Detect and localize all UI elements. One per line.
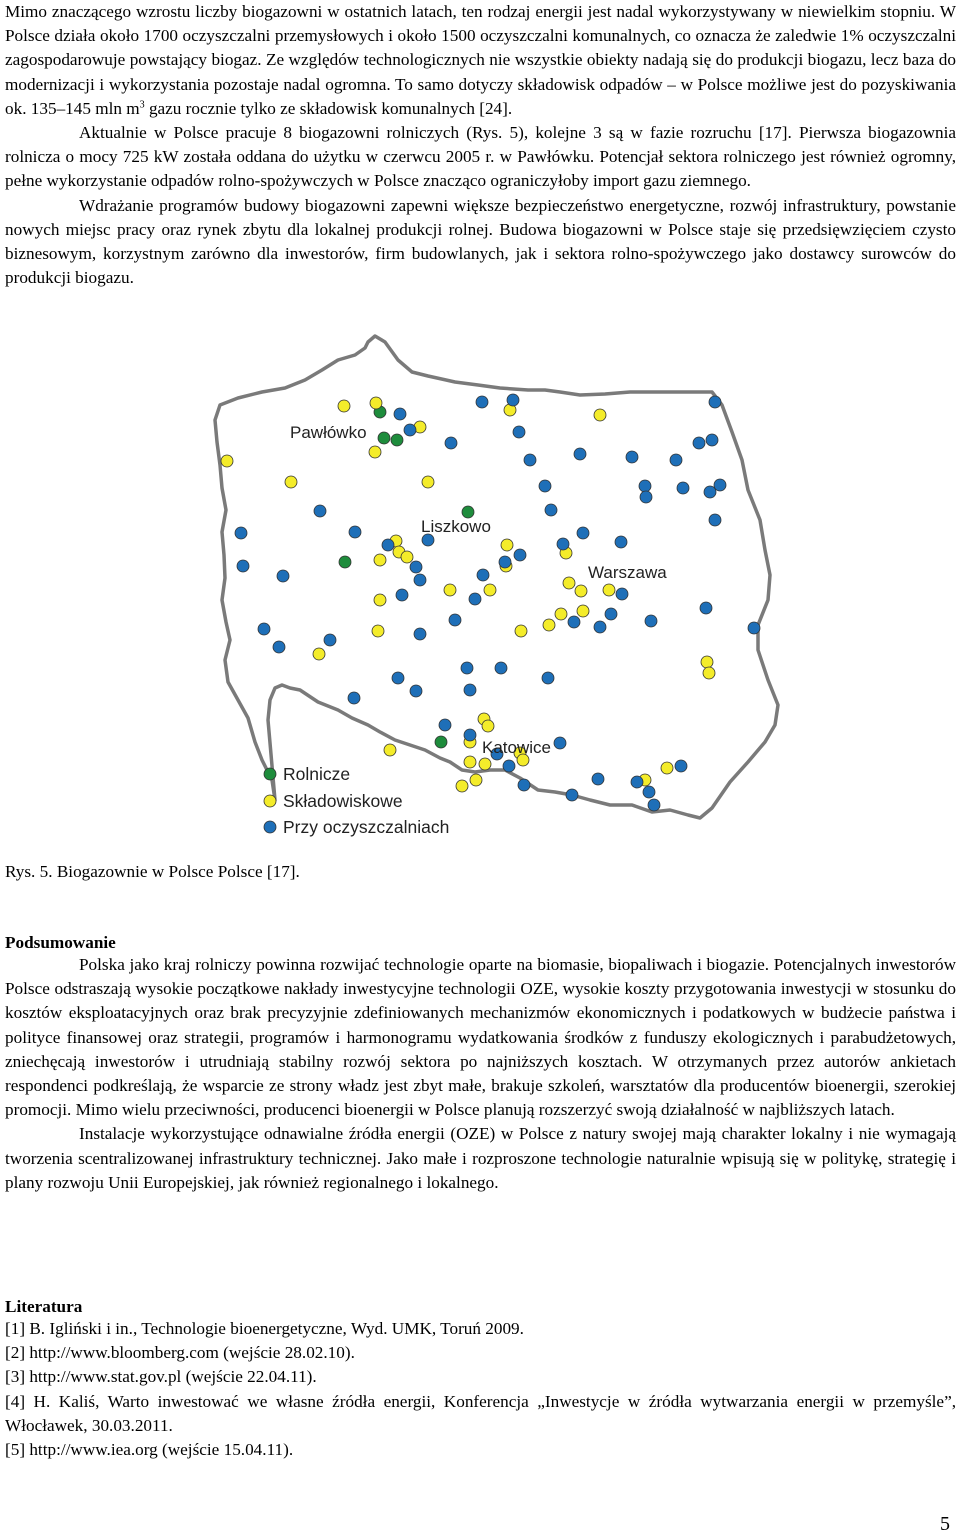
- marker-skladowiskowe: [594, 409, 606, 421]
- marker-skladowiskowe: [456, 780, 468, 792]
- marker-oczyszczalnie: [277, 570, 289, 582]
- marker-oczyszczalnie: [503, 760, 515, 772]
- marker-skladowiskowe: [401, 551, 413, 563]
- marker-skladowiskowe: [577, 605, 589, 617]
- map-legend: [264, 764, 449, 837]
- reference-4: [4] H. Kaliś, Warto inwestować we własne źródła energii, Konferencja „Inwestycje w źródła wytwarzania energii w przemyśle”, Włocławek, 30.03.2011.: [5, 1391, 956, 1435]
- marker-oczyszczalnie: [542, 672, 554, 684]
- marker-oczyszczalnie: [469, 593, 481, 605]
- marker-skladowiskowe: [221, 455, 233, 467]
- marker-oczyszczalnie: [495, 662, 507, 674]
- city-label-liszkowo: Liszkowo: [421, 517, 491, 536]
- marker-oczyszczalnie: [539, 480, 551, 492]
- marker-oczyszczalnie: [524, 454, 536, 466]
- marker-skladowiskowe: [370, 397, 382, 409]
- summary-section: [5, 933, 956, 1195]
- marker-oczyszczalnie: [507, 394, 519, 406]
- marker-oczyszczalnie: [439, 719, 451, 731]
- literature-heading: Literatura: [5, 1297, 83, 1316]
- legend-label-oczyszczalnie: Przy oczyszczalniach: [283, 817, 450, 837]
- marker-oczyszczalnie: [677, 482, 689, 494]
- marker-skladowiskowe: [563, 577, 575, 589]
- paragraph-1-tail: gazu rocznie tylko ze składowisk komunalnych [24].: [144, 98, 513, 118]
- marker-oczyszczalnie: [594, 621, 606, 633]
- marker-oczyszczalnie: [574, 448, 586, 460]
- marker-skladowiskowe: [372, 625, 384, 637]
- marker-oczyszczalnie: [513, 426, 525, 438]
- marker-oczyszczalnie: [748, 622, 760, 634]
- marker-skladowiskowe: [313, 648, 325, 660]
- marker-skladowiskowe: [661, 762, 673, 774]
- marker-oczyszczalnie: [514, 549, 526, 561]
- marker-skladowiskowe: [422, 476, 434, 488]
- marker-rolnicze: [378, 432, 390, 444]
- marker-oczyszczalnie: [394, 408, 406, 420]
- marker-oczyszczalnie: [445, 437, 457, 449]
- marker-oczyszczalnie: [592, 773, 604, 785]
- literature-section: [5, 1297, 956, 1462]
- city-label-warszawa: Warszawa: [588, 563, 667, 582]
- reference-5: [5] http://www.iea.org (wejście 15.04.11).: [5, 1440, 294, 1460]
- marker-oczyszczalnie: [615, 536, 627, 548]
- paragraph-2: Aktualnie w Polsce pracuje 8 biogazowni rolniczych (Rys. 5), kolejne 3 są w fazie rozruchu [17]. Pierwsza biogazownia rolnicza o mocy 725 kW została oddana do użytku w czerwcu 2005 r. w Pawłówku. Potencjał sektora rolniczego jest również ogromny, pełne wykorzystanie odpadów rolno-spożywczych w Polsce znacząco ograniczyłoby import gazu ziemnego.: [5, 123, 956, 191]
- marker-skladowiskowe: [543, 619, 555, 631]
- marker-oczyszczalnie: [714, 479, 726, 491]
- marker-rolnicze: [339, 556, 351, 568]
- marker-skladowiskowe: [384, 744, 396, 756]
- marker-skladowiskowe: [515, 625, 527, 637]
- marker-skladowiskowe: [484, 584, 496, 596]
- marker-oczyszczalnie: [577, 527, 589, 539]
- marker-skladowiskowe: [603, 584, 615, 596]
- marker-skladowiskowe: [482, 720, 494, 732]
- marker-oczyszczalnie: [392, 672, 404, 684]
- marker-oczyszczalnie: [709, 396, 721, 408]
- marker-oczyszczalnie: [410, 685, 422, 697]
- marker-oczyszczalnie: [568, 616, 580, 628]
- paragraph-3: Wdrażanie programów budowy biogazowni zapewni większe bezpieczeństwo energetyczne, rozwój infrastruktury, powstanie nowych miejsc pracy oraz rynek zbytu dla lokalnej produkcji rolnej. Budowa biogazowni w Polsce staje się przedsięwzięciem czysto biznesowym, korzystnym zarówno dla inwestorów, firm budowlanych, jak i sektora rolno-spożywczego jako dostawcy surowców do produkcji biogazu.: [5, 195, 956, 288]
- summary-paragraph-1: Polska jako kraj rolniczy powinna rozwijać technologie oparte na biomasie, biopaliwach i biogazie. Potencjalnych inwestorów Polsce odstraszają wysokie początkowe nakłady inwestycyjne technologii OZE, wysokie koszty przygotowania inwestycji w stosunku do kosztów eksploatacyjnych oraz brak precyzyjnie zdefiniowanych mechanizmów ekonomicznych i podatkowych w budżecie państwa i polityce finansowej oraz strategii, programów i harmonogramu wydatkowania środków z funduszy ekologicznych i parabudżetowych, zniechęcają inwestorów i utrudniają stabilny rozwój sektora po najniższych kosztach. W otrzymanych przez autorów ankietach respondenci podkreślają, że wsparcie ze strony władz jest zbyt małe, brakuje szkoleń, warsztatów dla producentów bioenergii, szerokiej promocji. Mimo wielu przeciwności, producenci bioenergii w Polsce planują rozszerzyć swoją działalność w najbliższych latach.: [5, 955, 956, 1120]
- marker-oczyszczalnie: [704, 486, 716, 498]
- marker-oczyszczalnie: [414, 628, 426, 640]
- marker-oczyszczalnie: [258, 623, 270, 635]
- marker-oczyszczalnie: [554, 737, 566, 749]
- legend-marker-oczyszczalnie: [264, 821, 276, 833]
- marker-oczyszczalnie: [314, 505, 326, 517]
- marker-oczyszczalnie: [324, 634, 336, 646]
- marker-oczyszczalnie: [273, 641, 285, 653]
- marker-oczyszczalnie: [410, 561, 422, 573]
- marker-oczyszczalnie: [396, 589, 408, 601]
- marker-oczyszczalnie: [477, 569, 489, 581]
- legend-marker-rolnicze: [264, 768, 276, 780]
- marker-skladowiskowe: [555, 608, 567, 620]
- marker-oczyszczalnie: [461, 662, 473, 674]
- marker-oczyszczalnie: [518, 779, 530, 791]
- marker-oczyszczalnie: [605, 608, 617, 620]
- marker-rolnicze: [391, 434, 403, 446]
- summary-paragraph-2: Instalacje wykorzystujące odnawialne źródła energii (OZE) w Polsce z natury swojej mają charakter lokalny i nie wymagają tworzenia scentralizowanej infrastruktury technicznej. Jako małe i rozproszone technologie naturalnie wpisują się w politykę, strategię i plany rozwoju Unii Europejskiej, jak również regionalnego i lokalnego.: [5, 1124, 956, 1192]
- marker-oczyszczalnie: [499, 556, 511, 568]
- marker-oczyszczalnie: [693, 437, 705, 449]
- marker-oczyszczalnie: [626, 451, 638, 463]
- marker-skladowiskowe: [703, 667, 715, 679]
- legend-label-rolnicze: Rolnicze: [283, 764, 351, 784]
- marker-oczyszczalnie: [382, 539, 394, 551]
- legend-label-skladowiskowe: Składowiskowe: [283, 791, 403, 811]
- marker-oczyszczalnie: [348, 692, 360, 704]
- marker-oczyszczalnie: [545, 504, 557, 516]
- marker-skladowiskowe: [374, 554, 386, 566]
- marker-oczyszczalnie: [631, 776, 643, 788]
- marker-oczyszczalnie: [557, 538, 569, 550]
- marker-oczyszczalnie: [639, 480, 651, 492]
- marker-oczyszczalnie: [464, 684, 476, 696]
- marker-oczyszczalnie: [709, 514, 721, 526]
- marker-skladowiskowe: [285, 476, 297, 488]
- marker-skladowiskowe: [369, 446, 381, 458]
- legend-marker-skladowiskowe: [264, 795, 276, 807]
- marker-oczyszczalnie: [449, 614, 461, 626]
- marker-skladowiskowe: [374, 594, 386, 606]
- figure-caption: Rys. 5. Biogazownie w Polsce Polsce [17].: [5, 862, 300, 881]
- marker-oczyszczalnie: [700, 602, 712, 614]
- marker-oczyszczalnie: [476, 396, 488, 408]
- marker-skladowiskowe: [501, 539, 513, 551]
- marker-oczyszczalnie: [235, 527, 247, 539]
- marker-oczyszczalnie: [349, 526, 361, 538]
- marker-oczyszczalnie: [640, 491, 652, 503]
- marker-skladowiskowe: [575, 585, 587, 597]
- paragraph-1-text: Mimo znaczącego wzrostu liczby biogazowni w ostatnich latach, ten rodzaj energii jest nadal wykorzystywany w niewielkim stopniu. W Polsce działa około 1700 oczyszczalni przemysłowych i około 1500 oczyszczalni komunalnych, co oznacza że zaledwie 1% oczyszczalni zagospodarowuje powstający biogaz. Ze względów technologicznych nie wszystkie obiekty nadają się do produkcji biogazu, lecz baza do modernizacji i wykorzystania pozostaje nadal ogromna. To samo dotyczy składowisk odpadów – w Polsce możliwe jest do pozyskiwania ok. 135–145 mln m: [5, 2, 956, 118]
- marker-oczyszczalnie: [404, 424, 416, 436]
- marker-skladowiskowe: [464, 756, 476, 768]
- reference-3: [3] http://www.stat.gov.pl (wejście 22.04.11).: [5, 1367, 317, 1387]
- marker-oczyszczalnie: [670, 454, 682, 466]
- marker-oczyszczalnie: [648, 799, 660, 811]
- marker-oczyszczalnie: [566, 789, 578, 801]
- marker-oczyszczalnie: [616, 588, 628, 600]
- marker-oczyszczalnie: [414, 574, 426, 586]
- marker-oczyszczalnie: [706, 434, 718, 446]
- marker-skladowiskowe: [701, 656, 713, 668]
- page-number: 5: [940, 1513, 950, 1535]
- marker-skladowiskowe: [444, 584, 456, 596]
- summary-heading: Podsumowanie: [5, 933, 116, 952]
- marker-oczyszczalnie: [643, 786, 655, 798]
- marker-oczyszczalnie: [237, 560, 249, 572]
- reference-2: [2] http://www.bloomberg.com (wejście 28.02.10).: [5, 1343, 355, 1363]
- reference-1: [1] B. Igliński i in., Technologie bioenergetyczne, Wyd. UMK, Toruń 2009.: [5, 1319, 524, 1338]
- city-label-pawlowko: Pawłówko: [290, 423, 367, 442]
- marker-skladowiskowe: [338, 400, 350, 412]
- marker-skladowiskowe: [479, 758, 491, 770]
- marker-skladowiskowe: [470, 774, 482, 786]
- marker-oczyszczalnie: [675, 760, 687, 772]
- marker-oczyszczalnie: [645, 615, 657, 627]
- marker-oczyszczalnie: [464, 729, 476, 741]
- city-label-katowice: Katowice: [482, 738, 551, 757]
- superscript-3: 3: [139, 99, 145, 111]
- marker-rolnicze: [435, 736, 447, 748]
